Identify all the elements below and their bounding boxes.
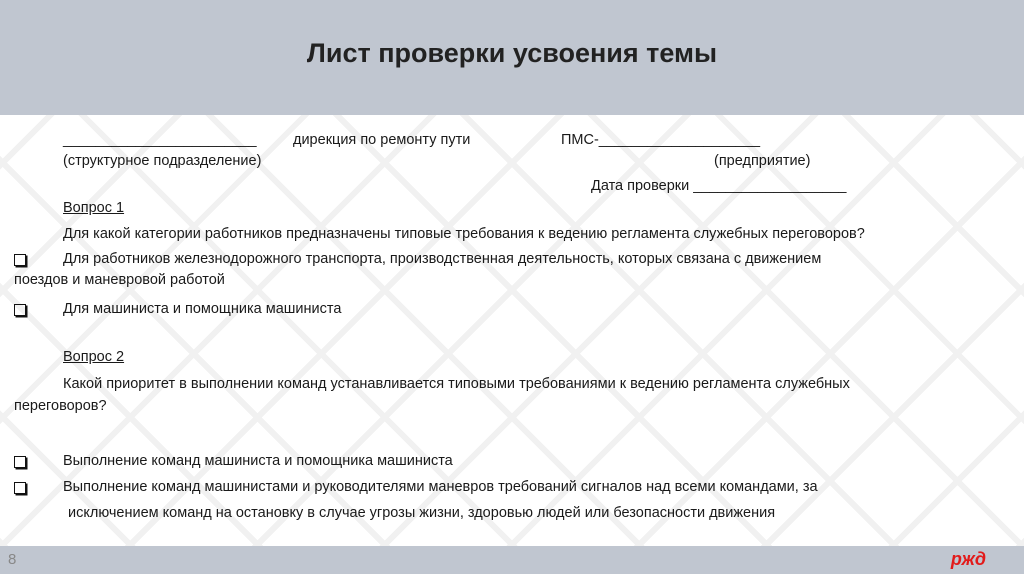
- question-1-label: Вопрос 1: [63, 200, 125, 216]
- blank-field[interactable]: ________________________: [63, 132, 257, 148]
- enterprise-caption: (предприятие): [714, 153, 811, 169]
- answer-text: Для работников железнодорожного транспорта, производственная деятельность, которых связана с движением: [63, 251, 822, 267]
- checkbox[interactable]: [14, 304, 26, 316]
- checkbox[interactable]: [14, 254, 26, 266]
- answer-text: Выполнение команд машинистами и руководителями маневров требований сигналов над всеми командами, за: [63, 479, 818, 495]
- question-1-text: Для какой категории работников предназначены типовые требования к ведению регламента служебных переговоров?: [63, 226, 865, 242]
- page-number: 8: [8, 551, 17, 568]
- struct-caption: (структурное подразделение): [63, 153, 262, 169]
- question-2-text: переговоров?: [14, 398, 107, 414]
- footer-bar: [0, 546, 1024, 574]
- answer-text: исключением команд на остановку в случае угрозы жизни, здоровью людей или безопасности движения: [68, 505, 776, 521]
- pms-field[interactable]: ПМС-____________________: [561, 132, 761, 148]
- title-bar: [0, 0, 1024, 115]
- checkbox[interactable]: [14, 456, 26, 468]
- answer-text: поездов и маневровой работой: [14, 272, 225, 288]
- answer-text: Выполнение команд машиниста и помощника машиниста: [63, 453, 453, 469]
- rzd-logo: ржд: [950, 549, 986, 569]
- checkbox[interactable]: [14, 482, 26, 494]
- question-2-text: Какой приоритет в выполнении команд устанавливается типовыми требованиями к ведению регламента служебных: [63, 376, 850, 392]
- check-date-field[interactable]: Дата проверки ___________________: [591, 178, 847, 194]
- direction-label: дирекция по ремонту пути: [293, 132, 471, 148]
- page-title: Лист проверки усвоения темы: [306, 38, 718, 68]
- question-2-label: Вопрос 2: [63, 349, 125, 365]
- answer-text: Для машиниста и помощника машиниста: [63, 301, 342, 317]
